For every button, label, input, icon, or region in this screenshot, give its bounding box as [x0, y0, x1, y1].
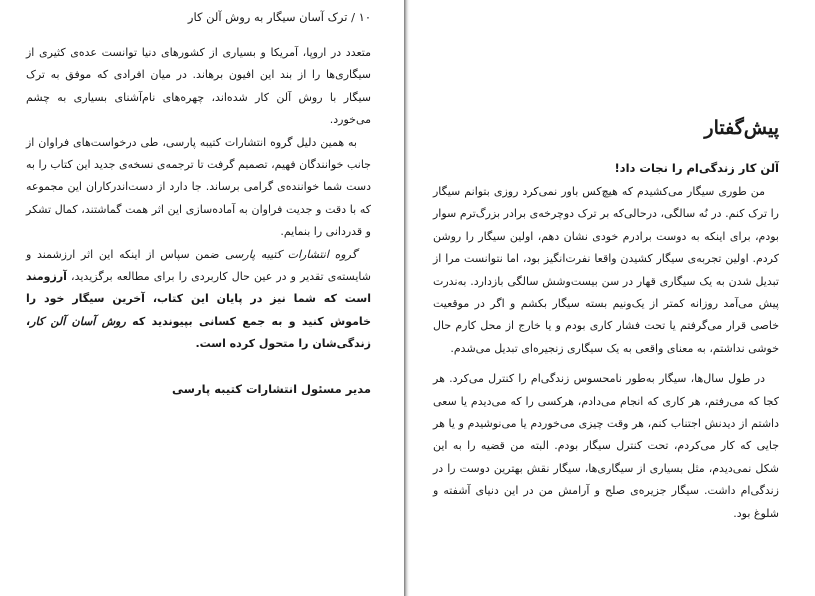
chapter-title: پیش‌گفتار	[704, 117, 779, 139]
paragraph-3-text: ضمن سپاس از اینکه این اثر ارزشمند و شایسته‌ی تقدیر و در عین حال کاربردی را برای مطالعه برگزیدید،	[26, 247, 371, 284]
signature: مدیر مسئول انتشارات کتیبه پارسی	[172, 381, 371, 396]
left-paragraph-3	[26, 244, 371, 356]
running-head: ۱۰ / ترک آسان سیگار به روش آلن کار	[187, 10, 371, 24]
paragraph-3-bold-b: ، زندگی‌شان را متحول کرده است.	[26, 314, 371, 351]
chapter-subtitle: آلن کار زندگی‌ام را نجات داد!	[614, 161, 779, 175]
left-paragraph-2: به همین دلیل گروه انتشارات کتیبه پارسی، طی درخواست‌های فراوان از جانب خوانندگان فهیم، تصمیم گرفت تا ترجمه‌ی نسخه‌ی جدید این کتاب را به دست شما خواننده‌ی گرامی برساند. جا دارد از دست‌اندرکاران این مجموعه که با دقت و جدیت فراوان به آماده‌سازی این اثر همت گماشتند، کمال تشکر و قدردانی را بنمایم.	[25, 135, 371, 239]
left-paragraph-1: متعدد در اروپا، آمریکا و بسیاری از کشورهای دنیا توانست عده‌ی کثیری از سیگاری‌ها را از بند این افیون برهاند. در میان افرادی که موفق به ترک سیگار با روش آلن کار شده‌اند، چهره‌های نام‌آشنای بسیاری به چشم می‌خورد.	[26, 46, 371, 127]
right-paragraph-1: من طوری سیگار می‌کشیدم که هیچ‌کس باور نمی‌کرد روزی بتوانم سیگار را ترک کنم. در نُه سالگی، درحالی‌که بر ترک دوچرخه‌ی برادر بزرگ‌ترم سوار بودم، برای اینکه به دوست برادرم خودی نشان دهم، اولین سیگار را روشن کردم. اولین تجربه‌ی سیگار کشیدن واقعا نفرت‌انگیز بود، اما نتوانست مرا از تبدیل شدن به یک سیگاری قهار در سن بیست‌وشش سالگی بازدارد. به‌ندرت پیش می‌آمد روزانه کمتر از یک‌ونیم بسته سیگار بکشم و اگر در موقعیت خاصی قرار می‌گرفتم یا تحت فشار کاری بودم و یا خارج از محل کارم حال خوشی نداشتم، به معنای واقعی به یک سیگاری زنجیره‌ای تبدیل می‌شدم.	[433, 185, 779, 355]
right-page	[405, 0, 815, 596]
right-paragraph-2: در طول سال‌ها، سیگار به‌طور نامحسوس زندگی‌ام را کنترل می‌کرد. هر کجا که می‌رفتم، هر کاری که انجام می‌دادم، هرکسی را که می‌دیدم یا سعی داشتم از دیدنش اجتناب کنم، هر وقت چیزی می‌خوردم یا می‌نوشیدم و یا هر جایی که کار می‌کردم، تحت کنترل سیگار بودم. البته من قضیه را به این شکل نمی‌دیدم، مثل بسیاری از سیگاری‌ها، سیگار نقش بهترین دوست را در زندگی‌ام داشت. سیگار جزیره‌ی صلح و آرامش من در این دنیای آشفته و شلوغ بود.	[433, 372, 779, 520]
publisher-name: گروه انتشارات کتیبه پارسی	[225, 247, 357, 261]
left-page	[0, 0, 405, 596]
book-title-mention: روش آسان آلن کار	[30, 314, 126, 328]
paragraph-3-bold-a: آرزومند است که شما نیز در پایان این کتاب، آخرین سیگار خود را خاموش کنید و به جمع کسانی بپیوندید که	[26, 270, 371, 328]
book-gutter	[404, 0, 410, 596]
